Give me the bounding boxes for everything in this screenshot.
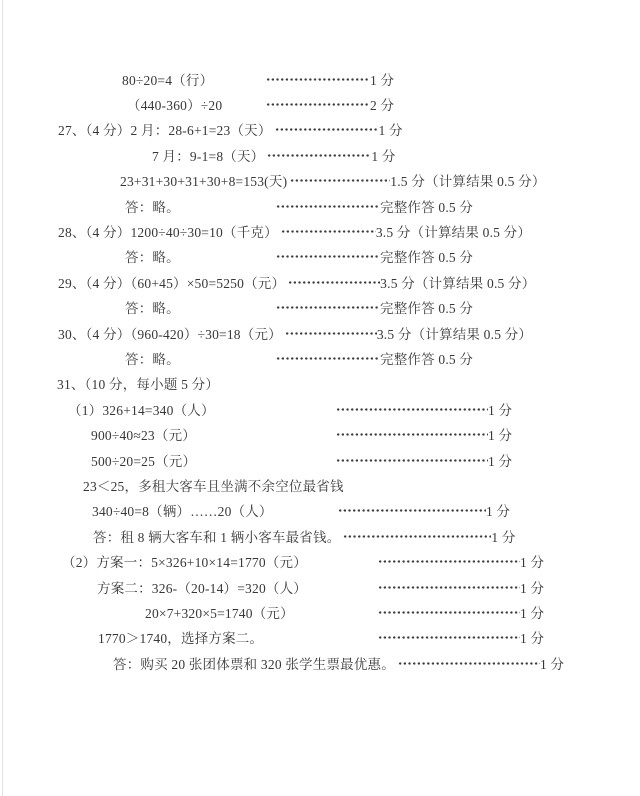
dot-leader <box>336 403 488 415</box>
dot-leader <box>276 301 380 313</box>
dot-leader <box>343 530 491 542</box>
dot-leader <box>276 250 380 262</box>
line-text: 23+31+30+31+30+8=153(天) <box>120 174 288 190</box>
line-score: 1 分 <box>488 402 513 418</box>
dot-leader <box>276 352 380 364</box>
answer-line <box>0 117 640 142</box>
line-text: 20×7+320×5=1740（元） <box>145 605 294 621</box>
answer-line <box>0 168 640 193</box>
answer-lines <box>0 66 640 675</box>
line-text: 答：略。 <box>125 301 180 317</box>
dot-leader <box>378 606 520 618</box>
answer-line <box>0 650 640 675</box>
line-score: 1 分 <box>486 504 511 520</box>
dot-leader <box>288 276 380 288</box>
answer-line <box>0 498 640 523</box>
dot-leader <box>378 581 520 593</box>
dot-leader <box>338 504 486 516</box>
dot-leader <box>378 555 520 567</box>
line-text: 31、（10 分，每小题 5 分） <box>57 377 220 393</box>
answer-line <box>0 269 640 294</box>
answer-line <box>0 625 640 650</box>
line-score: 完整作答 0.5 分 <box>380 199 474 215</box>
answer-line <box>0 193 640 218</box>
line-text: 900÷40≈23（元） <box>91 428 196 444</box>
dot-leader <box>266 73 370 85</box>
line-text: 方案二：326-（20-14）=320（人） <box>97 580 308 596</box>
line-text: 28、（4 分）1200÷40÷30=10（千克） <box>58 225 278 241</box>
dot-leader <box>281 225 376 237</box>
line-score: 1.5 分（计算结果 0.5 分） <box>390 174 546 190</box>
dot-leader <box>290 174 390 186</box>
line-text: 答：略。 <box>125 250 180 266</box>
answer-line <box>0 244 640 269</box>
answer-line <box>0 548 640 573</box>
line-score: 1 分 <box>491 529 516 545</box>
line-text: 29、（4 分）（60+45）×50=5250（元） <box>58 275 286 291</box>
answer-line <box>0 218 640 243</box>
dot-leader <box>398 657 540 669</box>
dot-leader <box>285 327 377 339</box>
line-text: 答：略。 <box>125 199 180 215</box>
line-score: 1 分 <box>539 656 565 672</box>
dot-leader <box>267 149 371 161</box>
answer-line <box>0 91 640 116</box>
dot-leader <box>336 428 488 440</box>
answer-line <box>0 66 640 91</box>
line-score: 1 分 <box>520 580 545 596</box>
line-text: （1）326+14=340（人） <box>68 402 215 418</box>
line-text: （440-360）÷20 <box>127 98 223 114</box>
answer-line <box>0 447 640 472</box>
line-score: 2 分 <box>370 98 395 114</box>
line-score: 3.5 分（计算结果 0.5 分） <box>375 225 532 241</box>
line-score: 完整作答 0.5 分 <box>380 351 474 367</box>
answer-line <box>0 599 640 624</box>
line-score: 1 分 <box>488 453 513 469</box>
line-text: 27、（4 分）2 月：28-6+1=23（天） <box>58 123 272 139</box>
line-score: 1 分 <box>370 72 395 88</box>
line-text: 答：略。 <box>125 351 180 367</box>
answer-line <box>0 421 640 446</box>
line-score: 1 分 <box>371 148 396 164</box>
answer-line <box>0 320 640 345</box>
dot-leader <box>275 123 379 135</box>
line-text: 80÷20=4（行） <box>122 72 214 88</box>
answer-line <box>0 142 640 167</box>
line-score: 1 分 <box>520 605 545 621</box>
line-score: 1 分 <box>488 428 513 444</box>
answer-line <box>0 396 640 421</box>
line-score: 3.5 分（计算结果 0.5 分） <box>376 326 533 342</box>
dot-leader <box>336 454 488 466</box>
dot-leader <box>378 631 520 643</box>
line-text: 答：租 8 辆大客车和 1 辆小客车最省钱。 <box>93 529 341 545</box>
line-score: 完整作答 0.5 分 <box>380 301 474 317</box>
answer-line <box>0 523 640 548</box>
line-text: 340÷40=8（辆）……20（人） <box>92 504 273 520</box>
answer-line <box>0 371 640 396</box>
answer-line <box>0 472 640 497</box>
line-text: 23＜25，多租大客车且坐满不余空位最省钱 <box>83 478 344 494</box>
line-score: 1 分 <box>378 123 403 139</box>
answer-line <box>0 574 640 599</box>
line-text: 1770＞1740，选择方案二。 <box>98 631 264 647</box>
line-text: 答：购买 20 张团体票和 320 张学生票最优惠。 <box>113 656 395 672</box>
line-text: 7 月：9-1=8（天） <box>152 148 265 164</box>
line-score: 1 分 <box>520 555 545 571</box>
answer-line <box>0 345 640 370</box>
answer-line <box>0 295 640 320</box>
line-score: 完整作答 0.5 分 <box>380 250 474 266</box>
line-text: （2）方案一：5×326+10×14=1770（元） <box>62 555 307 571</box>
dot-leader <box>266 98 370 110</box>
line-text: 30、（4 分）（960-420）÷30=18（元） <box>58 326 282 342</box>
dot-leader <box>276 200 380 212</box>
line-score: 3.5 分（计算结果 0.5 分） <box>380 275 536 291</box>
line-score: 1 分 <box>520 631 545 647</box>
line-text: 500÷20=25（元） <box>91 453 197 469</box>
